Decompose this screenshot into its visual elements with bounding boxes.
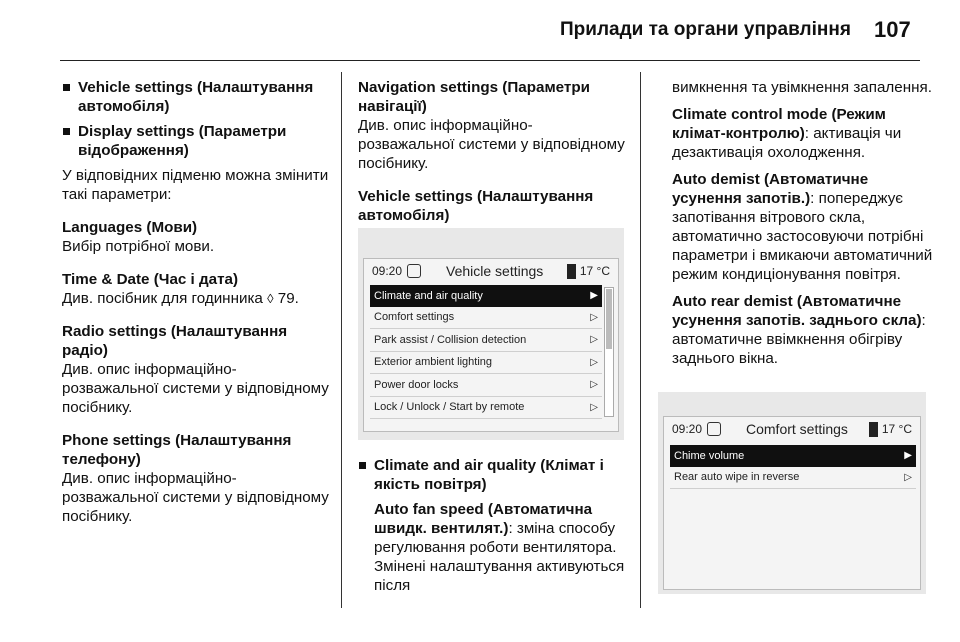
column-3 [672, 78, 934, 376]
item-heading: Auto demist (Автоматичне усунення запотів.) [672, 171, 869, 207]
section-heading: Languages (Мови) [62, 219, 198, 236]
scrollbar[interactable] [604, 287, 614, 417]
column-2 [358, 78, 626, 233]
menu-item-remote[interactable]: Lock / Unlock / Start by remote ▷ [370, 397, 602, 420]
section-time-date [62, 270, 330, 308]
item-body: : попереджує запотівання вітрового скла, автоматично застосовуючи потрібні параметри і вмикаючи автоматичний режим кондиціонування повітря. [672, 190, 933, 283]
menu-item-rear-wipe[interactable]: Rear auto wipe in reverse ▷ [670, 467, 916, 490]
menu-item-climate[interactable]: Climate and air quality ▶ [370, 285, 602, 307]
screenshot-vehicle-settings [358, 228, 624, 440]
screenshot-comfort-settings [658, 392, 926, 594]
menu-item-ambient-lighting[interactable]: Exterior ambient lighting ▷ [370, 352, 602, 375]
section-heading: Phone settings (Налаштування телефону) [62, 432, 292, 468]
section-heading: Navigation settings (Параметри навігації) [358, 79, 590, 115]
section-body: Див. опис інформаційно-розважальної системи у відповідному посібнику. [62, 361, 329, 416]
display-screen [663, 416, 921, 590]
section-body: Вибір потрібної мови. [62, 238, 215, 255]
clock-time: 09:20 [672, 422, 703, 436]
section-heading: Radio settings (Налаштування радіо) [62, 323, 288, 359]
clock-icon [707, 422, 721, 436]
section-body: : зміна способу регулювання роботи вентилятора. Змінені налаштування активуються після [374, 520, 625, 594]
chevron-right-icon: ▷ [904, 471, 912, 483]
section-radio [62, 322, 330, 417]
section-languages [62, 218, 330, 256]
bullet-display-settings: Display settings (Параметри відображення) [62, 122, 330, 160]
clock-icon [407, 264, 421, 278]
page-header-title: Прилади та органи управління [560, 19, 851, 40]
temperature: 17 °C [881, 422, 912, 436]
display-screen [363, 258, 619, 432]
column-divider-2 [640, 72, 641, 608]
header-rule [60, 60, 920, 61]
section-body: Див. опис інформаційно-розважальної системи у відповідному посібнику. [62, 470, 329, 525]
item-auto-demist [672, 170, 934, 284]
menu-item-comfort[interactable]: Comfort settings ▷ [370, 307, 602, 330]
menu-item-chime-volume[interactable]: Chime volume ▶ [670, 445, 916, 467]
item-body: : автоматичне ввімкнення обігріву заднього вікна. [672, 312, 926, 367]
item-body: : активація чи дезактивація охолодження. [672, 125, 902, 161]
column-divider-1 [341, 72, 342, 608]
column-1 [62, 78, 330, 534]
chevron-right-icon: ▷ [590, 311, 598, 323]
clock-time: 09:20 [372, 264, 403, 278]
door-icon [567, 264, 576, 279]
section-navigation [358, 78, 626, 173]
continued-text: вимкнення та увімкнення запалення. [672, 79, 932, 96]
chevron-right-icon: ▶ [590, 290, 598, 302]
screen-title: Vehicle settings [446, 263, 544, 279]
item-heading: Climate control mode (Режим клімат-контролю) [672, 106, 886, 142]
chevron-right-icon: ▶ [904, 450, 912, 462]
menu-item-park-assist[interactable]: Park assist / Collision detection ▷ [370, 329, 602, 352]
settings-menu [670, 445, 916, 489]
section-body: Див. посібник для годинника [62, 290, 263, 307]
page-ref-icon: ◊ [267, 291, 274, 306]
chevron-right-icon: ▷ [590, 401, 598, 413]
item-heading: Auto rear demist (Автоматичне усунення запотів. заднього скла) [672, 293, 922, 329]
chevron-right-icon: ▷ [590, 334, 598, 346]
section-heading: Auto fan speed (Автоматична швидк. вентилят.) [374, 501, 593, 537]
door-icon [869, 422, 878, 437]
settings-menu [370, 285, 602, 419]
page-ref[interactable]: 79. [277, 290, 299, 307]
section-heading-vehicle: Vehicle settings (Налаштування автомобіля) [358, 188, 594, 224]
item-rear-demist [672, 292, 934, 368]
screen-title: Comfort settings [746, 421, 848, 437]
section-heading: Time & Date (Час і дата) [62, 271, 239, 288]
menu-item-door-locks[interactable]: Power door locks ▷ [370, 374, 602, 397]
section-phone [62, 431, 330, 526]
bullet-vehicle-settings: Vehicle settings (Налаштування автомобіля) [62, 78, 330, 116]
bullet-climate: Climate and air quality (Клімат і якість повітря) [358, 456, 626, 494]
intro-text: У відповідних підменю можна змінити такі параметри: [62, 167, 329, 203]
temperature: 17 °C [579, 264, 610, 278]
column-2-lower [358, 456, 626, 603]
section-body: Див. опис інформаційно-розважальної системи у відповідному посібнику. [358, 117, 625, 172]
page-number: 107 [874, 17, 911, 42]
section-auto-fan [358, 500, 626, 595]
chevron-right-icon: ▷ [590, 379, 598, 391]
chevron-right-icon: ▷ [590, 356, 598, 368]
item-climate-mode [672, 105, 934, 162]
